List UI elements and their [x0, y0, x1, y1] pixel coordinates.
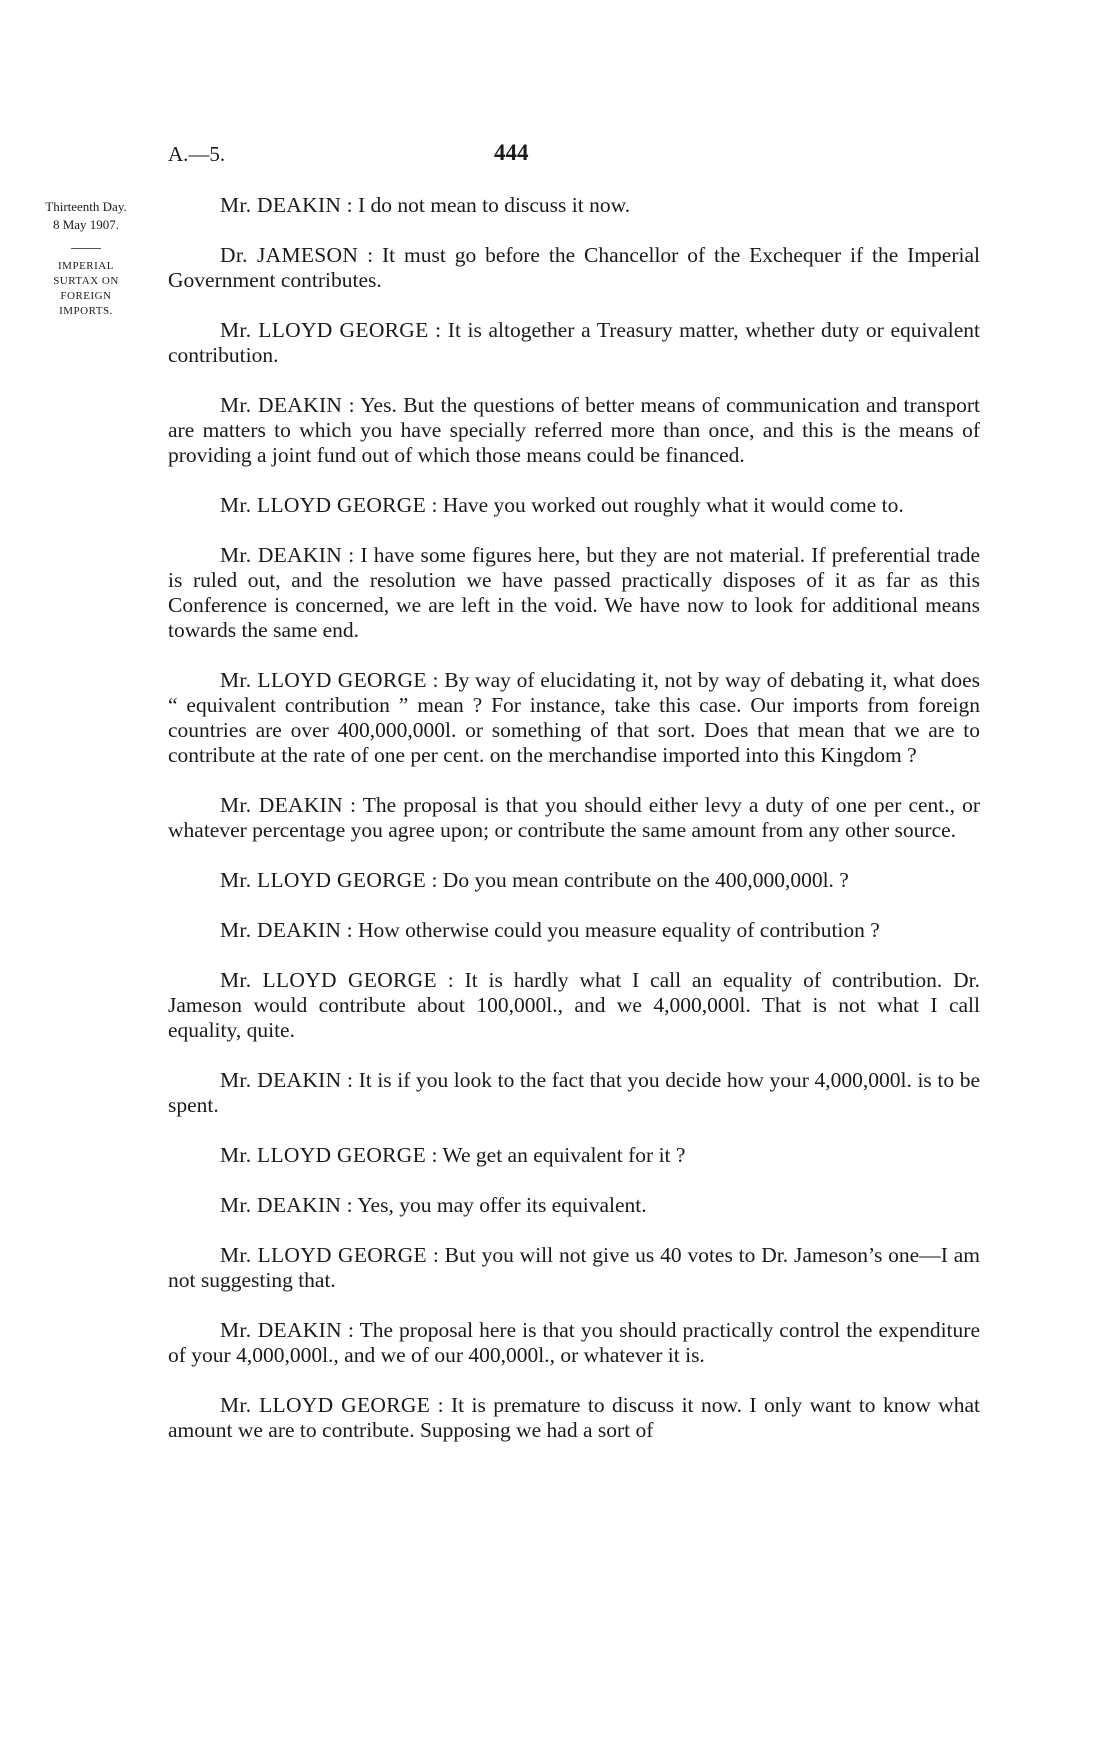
speech-text: By way of elucidating it, not by way of debating it, what does “ equivalent contribution ” mean ? For instance, take this case. Our imports from foreign countries are over 400,000,000l. or something of that sort. Does that mean that we are to contribute at the rate of one per cent. on the merchandise imported into this Kingdom ?: [168, 668, 980, 767]
page-header: [168, 142, 988, 172]
speaker-separator: :: [428, 318, 448, 342]
speech-text: Have you worked out roughly what it would come to.: [442, 493, 904, 517]
speech-text: Do you mean contribute on the 400,000,000l. ?: [442, 868, 849, 892]
speaker-separator: :: [341, 1318, 360, 1342]
speaker-name: Mr. LLOYD GEORGE: [220, 1393, 431, 1417]
speaker-name: Mr. DEAKIN: [220, 793, 343, 817]
document-reference: A.—5.: [168, 142, 226, 166]
speech-paragraph: [168, 668, 980, 768]
speech-text: But you will not give us 40 votes to Dr. Jameson’s one—I am not suggesting that.: [168, 1243, 980, 1292]
speech-paragraph: [168, 793, 980, 843]
speech-text: It is altogether a Treasury matter, whether duty or equivalent contribution.: [168, 318, 980, 367]
speech-text: It is if you look to the fact that you decide how your 4,000,000l. is to be spent.: [168, 1068, 980, 1117]
speaker-separator: :: [427, 1243, 445, 1267]
speech-text: I have some figures here, but they are not material. If preferential trade is ruled out, and the resolution we have passed practically disposes of it as far as this Conference is concerned, we are left in the void. We have now to look for additional means towards the same end.: [168, 543, 980, 642]
speaker-name: Mr. DEAKIN: [220, 1193, 342, 1217]
speaker-name: Mr. DEAKIN: [220, 1068, 342, 1092]
speech-paragraph: [168, 493, 980, 518]
speaker-name: Dr. JAMESON: [220, 243, 359, 267]
speech-text: How otherwise could you measure equality of contribution ?: [357, 918, 880, 942]
speech-text: The proposal here is that you should practically control the expenditure of your 4,000,000l., and we of our 400,000l., or whatever it is.: [168, 1318, 980, 1367]
speaker-separator: :: [341, 193, 358, 217]
speech-paragraph: [168, 1318, 980, 1368]
speech-paragraph: [168, 393, 980, 468]
speaker-separator: :: [342, 393, 361, 417]
speech-text: Yes, you may offer its equivalent.: [357, 1193, 647, 1217]
speech-text: Yes. But the questions of better means of communication and transport are matters to which you have specially referred more than once, and this is the means of providing a joint fund out of which those means could be financed.: [168, 393, 980, 467]
speech-paragraph: [168, 1143, 980, 1168]
margin-subject-line: IMPORTS.: [59, 305, 113, 317]
speech-paragraph: [168, 1193, 980, 1218]
speech-text: It must go before the Chancellor of the Exchequer if the Imperial Government contributes.: [168, 243, 980, 292]
speech-paragraph: [168, 968, 980, 1043]
speaker-separator: :: [341, 1068, 359, 1092]
speech-text: It is premature to discuss it now. I only want to know what amount we are to contribute. Supposing we had a sort of: [168, 1393, 980, 1442]
speaker-name: Mr. DEAKIN: [220, 1318, 342, 1342]
page-number: 444: [494, 140, 529, 165]
sitting-day: Thirteenth Day.: [45, 199, 127, 214]
transcript-body: [168, 193, 980, 1468]
margin-subject-line: IMPERIAL: [58, 260, 114, 272]
speaker-name: Mr. LLOYD GEORGE: [220, 1143, 427, 1167]
speaker-name: Mr. LLOYD GEORGE: [220, 968, 437, 992]
speech-paragraph: [168, 243, 980, 293]
speaker-name: Mr. DEAKIN: [220, 918, 342, 942]
margin-note: [30, 198, 142, 319]
speaker-name: Mr. LLOYD GEORGE: [220, 493, 427, 517]
speech-text: It is hardly what I call an equality of contribution. Dr. Jameson would contribute about 100,000l., and we 4,000,000l. That is not what I call equality, quite.: [168, 968, 980, 1042]
speech-text: The proposal is that you should either levy a duty of one per cent., or whatever percentage you agree upon; or contribute the same amount from any other source.: [168, 793, 980, 842]
margin-subject-line: SURTAX ON: [53, 275, 119, 287]
speaker-name: Mr. DEAKIN: [220, 193, 342, 217]
speaker-separator: :: [341, 918, 358, 942]
speaker-separator: :: [342, 543, 361, 567]
speech-paragraph: [168, 918, 980, 943]
speaker-name: Mr. DEAKIN: [220, 393, 343, 417]
speaker-separator: :: [342, 793, 363, 817]
speech-paragraph: [168, 318, 980, 368]
speaker-separator: :: [426, 1143, 443, 1167]
speech-text: We get an equivalent for it ?: [442, 1143, 686, 1167]
speech-paragraph: [168, 1393, 980, 1443]
margin-divider: [71, 248, 101, 249]
speaker-name: Mr. LLOYD GEORGE: [220, 668, 427, 692]
speech-paragraph: [168, 543, 980, 643]
sitting-date: 8 May 1907.: [52, 217, 120, 232]
speaker-name: Mr. LLOYD GEORGE: [220, 1243, 427, 1267]
speaker-name: Mr. LLOYD GEORGE: [220, 868, 427, 892]
speaker-separator: :: [426, 493, 443, 517]
speech-paragraph: [168, 868, 980, 893]
margin-subject: [30, 259, 142, 319]
speech-paragraph: [168, 1243, 980, 1293]
speaker-separator: :: [436, 968, 465, 992]
speaker-separator: :: [341, 1193, 358, 1217]
speech-paragraph: [168, 1068, 980, 1118]
margin-subject-line: FOREIGN: [60, 290, 112, 302]
speaker-name: Mr. LLOYD GEORGE: [220, 318, 429, 342]
speech-paragraph: [168, 193, 980, 218]
speech-text: I do not mean to discuss it now.: [357, 193, 631, 217]
speaker-name: Mr. DEAKIN: [220, 543, 343, 567]
speaker-separator: :: [358, 243, 382, 267]
speaker-separator: :: [426, 868, 443, 892]
speaker-separator: :: [426, 668, 445, 692]
speaker-separator: :: [430, 1393, 451, 1417]
